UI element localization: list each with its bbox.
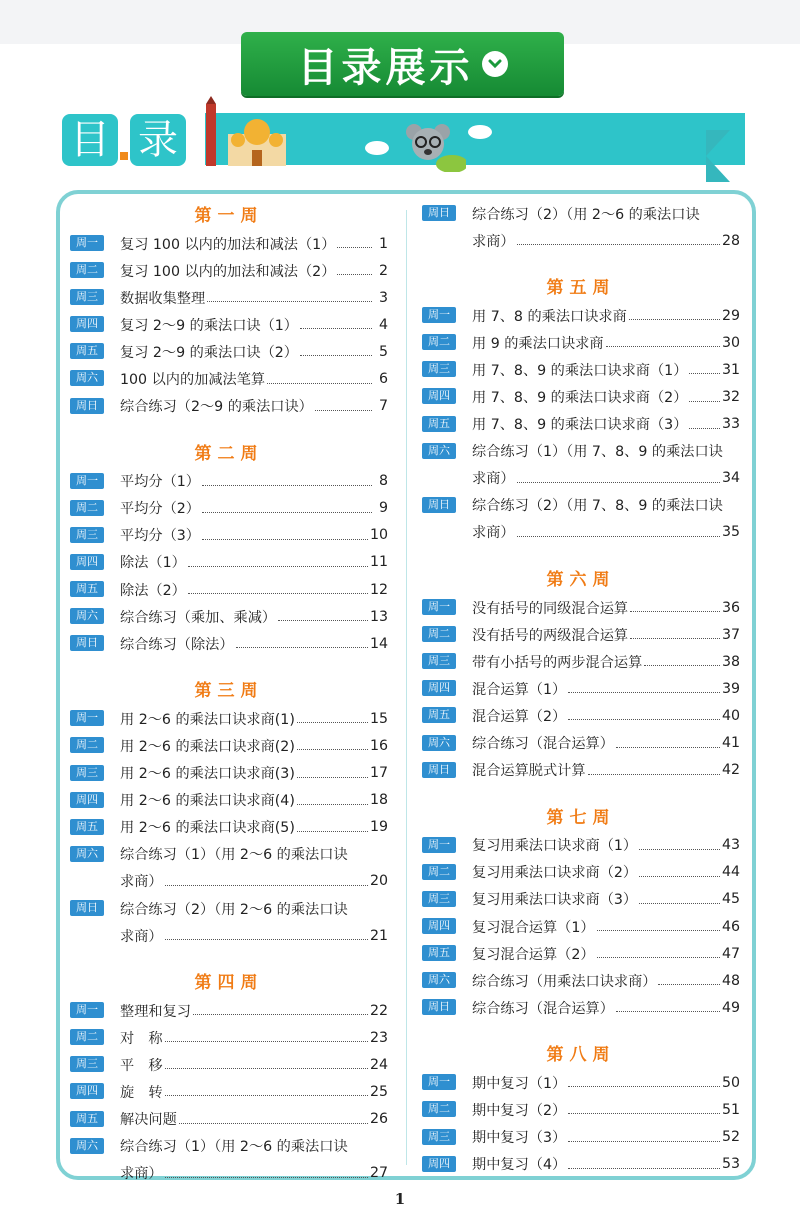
page-ref: 42 (721, 762, 740, 779)
entry-title: 复习混合运算（1） (472, 919, 595, 936)
page-ref: 31 (721, 361, 740, 378)
day-badge: 周一 (70, 1002, 104, 1018)
dot-leader (588, 774, 720, 775)
entry-title: 综合练习（2）（用 2～6 的乘法口诀 (472, 206, 700, 223)
page-ref: 41 (721, 735, 740, 752)
column-divider (406, 210, 407, 1165)
toc-entry[interactable] (70, 522, 388, 549)
toc-entry[interactable] (70, 895, 388, 949)
day-badge: 周五 (70, 1111, 104, 1127)
day-badge: 周五 (70, 343, 104, 359)
page-ref: 30 (721, 334, 740, 351)
heading-char-2: 录 (130, 114, 186, 166)
entry-title: 复习用乘法口诀求商（2） (472, 865, 638, 882)
entry-title: 平均分（2） (120, 501, 200, 518)
page-ref: 13 (369, 608, 388, 625)
page-ref: 46 (721, 918, 740, 935)
day-badge: 周三 (422, 361, 456, 377)
page-ref: 2 (378, 262, 388, 279)
week-heading: 第二周 (194, 443, 264, 464)
dot-leader (202, 512, 372, 513)
dot-leader (236, 647, 368, 648)
page-ref: 19 (369, 819, 388, 836)
entry-title: 用 7、8 的乘法口诀求商 (472, 308, 627, 325)
day-badge: 周一 (422, 1074, 456, 1090)
dot-leader (597, 930, 720, 931)
dot-leader (165, 885, 368, 886)
entry-title: 期中复习（3） (472, 1130, 567, 1147)
page-ref: 3 (378, 289, 388, 306)
entry-title: 整理和复习 (120, 1003, 191, 1020)
day-badge: 周六 (70, 608, 104, 624)
entry-title: 用 7、8、9 的乘法口诀求商（3） (472, 417, 688, 434)
entry-title: 综合练习（1）（用 7、8、9 的乘法口诀 (472, 444, 723, 461)
page-ref: 20 (369, 873, 388, 890)
week-heading: 第六周 (546, 570, 616, 591)
dot-leader (315, 410, 372, 411)
page-ref: 51 (721, 1101, 740, 1118)
day-badge: 周二 (422, 626, 456, 642)
page-number: 1 (394, 1190, 406, 1208)
cloud-icon (465, 120, 495, 140)
toc-entry[interactable] (70, 495, 388, 522)
dot-leader (202, 485, 372, 486)
entry-title: 没有括号的同级混合运算 (472, 600, 629, 617)
dot-leader (300, 355, 372, 356)
dot-leader (630, 611, 720, 612)
entry-title: 用 2～6 的乘法口诀求商(5) (120, 820, 295, 837)
week-heading: 第七周 (546, 807, 616, 828)
entry-title: 用 7、8、9 的乘法口诀求商（2） (472, 390, 688, 407)
week-heading: 第八周 (546, 1045, 616, 1066)
page-ref: 26 (369, 1111, 388, 1128)
day-badge: 周一 (422, 307, 456, 323)
week-heading: 第五周 (546, 278, 616, 299)
toc-entry[interactable] (70, 841, 388, 895)
day-badge: 周五 (422, 416, 456, 432)
dot-leader (639, 876, 720, 877)
toc-entry[interactable] (422, 383, 740, 410)
entry-title: 综合练习（用乘法口诀求商） (472, 973, 657, 990)
toc-entry[interactable] (422, 1151, 740, 1178)
entry-title: 平均分（3） (120, 528, 200, 545)
toc-entry[interactable] (70, 549, 388, 576)
toc-entry[interactable] (422, 886, 740, 913)
day-badge: 周日 (422, 999, 456, 1015)
toc-entry[interactable] (422, 1124, 740, 1151)
day-badge: 周五 (422, 707, 456, 723)
day-badge: 周四 (422, 918, 456, 934)
day-badge: 周二 (70, 262, 104, 278)
page-ref: 43 (721, 837, 740, 854)
dot-leader (689, 401, 720, 402)
toc-entry[interactable] (422, 967, 740, 994)
toc-entry[interactable] (70, 1106, 388, 1133)
entry-title: 综合练习（除法） (120, 636, 234, 653)
dot-leader (202, 539, 368, 540)
dot-leader (639, 903, 720, 904)
dot-leader (597, 957, 720, 958)
day-badge: 周二 (422, 1101, 456, 1117)
dot-leader (629, 319, 720, 320)
day-badge: 周三 (422, 1129, 456, 1145)
toc-entry[interactable] (422, 594, 740, 621)
day-badge: 周日 (70, 635, 104, 651)
dot-leader (517, 244, 720, 245)
day-badge: 周二 (422, 334, 456, 350)
entry-title: 综合练习（乘加、乘减） (120, 609, 277, 626)
dot-leader (300, 328, 372, 329)
page-ref: 24 (369, 1056, 388, 1073)
dot-leader (568, 1168, 720, 1169)
day-badge: 周四 (422, 680, 456, 696)
toc-entry[interactable] (422, 621, 740, 648)
dot-leader (297, 722, 368, 723)
toc-entry[interactable] (70, 1133, 388, 1187)
toc-entry[interactable] (70, 365, 388, 392)
entry-title: 求商） (472, 233, 515, 250)
day-badge: 周六 (70, 846, 104, 862)
entry-title: 用 2～6 的乘法口诀求商(2) (120, 738, 295, 755)
dot-leader (188, 593, 368, 594)
heading-dot (120, 152, 128, 160)
dot-leader (297, 777, 368, 778)
day-badge: 周四 (422, 388, 456, 404)
toc-entry[interactable] (422, 1069, 740, 1096)
toc-entry[interactable] (70, 311, 388, 338)
day-badge: 周四 (70, 792, 104, 808)
dot-leader (337, 247, 372, 248)
day-badge: 周三 (70, 289, 104, 305)
day-badge: 周三 (422, 891, 456, 907)
toc-entry[interactable] (422, 329, 740, 356)
page-ref: 8 (378, 473, 388, 490)
entry-title: 求商） (472, 525, 515, 542)
toc-entry[interactable] (422, 702, 740, 729)
day-badge: 周六 (422, 735, 456, 751)
dot-leader (568, 1141, 720, 1142)
page-ref: 50 (721, 1074, 740, 1091)
page-ref: 49 (721, 999, 740, 1016)
day-badge: 周三 (70, 527, 104, 543)
day-badge: 周一 (70, 473, 104, 489)
toc-entry[interactable] (422, 356, 740, 383)
page-ref: 14 (369, 635, 388, 652)
day-badge: 周日 (422, 205, 456, 221)
dot-leader (297, 804, 368, 805)
page-ref: 32 (721, 389, 740, 406)
page-ref: 48 (721, 972, 740, 989)
entry-title: 复习用乘法口诀求商（1） (472, 838, 638, 855)
toc-entry[interactable] (422, 648, 740, 675)
page-ref: 37 (721, 626, 740, 643)
page-ref: 9 (378, 500, 388, 517)
toc-entry[interactable] (422, 940, 740, 967)
page-ref: 35 (721, 524, 740, 541)
page-ref: 25 (369, 1083, 388, 1100)
day-badge: 周六 (422, 972, 456, 988)
toc-entry[interactable] (422, 492, 740, 546)
toc-entry[interactable] (70, 1024, 388, 1051)
page-ref: 7 (378, 398, 388, 415)
dot-leader (658, 984, 719, 985)
page-ref: 12 (369, 581, 388, 598)
toc-entry[interactable] (70, 603, 388, 630)
entry-title: 求商） (120, 1166, 163, 1183)
day-badge: 周二 (422, 864, 456, 880)
page-ref: 53 (721, 1156, 740, 1173)
entry-title: 除法（2） (120, 582, 186, 599)
entry-title: 期中复习（2） (472, 1102, 567, 1119)
toc-entry[interactable] (422, 675, 740, 702)
toc-entry[interactable] (422, 757, 740, 784)
entry-title: 复习 2～9 的乘法口诀（2） (120, 344, 298, 361)
entry-title: 综合练习（2）（用 7、8、9 的乘法口诀 (472, 498, 723, 515)
dot-leader (517, 536, 720, 537)
dot-leader (568, 719, 720, 720)
page-ref: 18 (369, 792, 388, 809)
toc-entry[interactable] (422, 832, 740, 859)
dot-leader (689, 373, 720, 374)
entry-title: 混合运算（1） (472, 681, 567, 698)
day-badge: 周日 (70, 398, 104, 414)
entry-title: 混合运算（2） (472, 708, 567, 725)
toc-entry[interactable] (70, 1078, 388, 1105)
dot-leader (639, 849, 720, 850)
page-ref: 45 (721, 891, 740, 908)
week-heading: 第三周 (194, 681, 264, 702)
page-ref: 10 (369, 527, 388, 544)
heading-char-1: 目 (62, 114, 118, 166)
day-badge: 周三 (70, 1056, 104, 1072)
day-badge: 周日 (70, 900, 104, 916)
day-badge: 周日 (422, 497, 456, 513)
toc-entry[interactable] (70, 284, 388, 311)
page-ref: 40 (721, 707, 740, 724)
castle-illustration (200, 96, 290, 168)
page-ref: 34 (721, 470, 740, 487)
toc-entry[interactable] (422, 859, 740, 886)
toc-entry[interactable] (70, 1051, 388, 1078)
entry-title: 求商） (120, 874, 163, 891)
entry-title: 平 移 (120, 1057, 163, 1074)
banner-title: 目录展示 (297, 44, 474, 91)
entry-title: 数据收集整理 (120, 290, 206, 307)
toc-entry[interactable] (70, 230, 388, 257)
page-ref: 36 (721, 599, 740, 616)
entry-title: 综合练习（混合运算） (472, 736, 614, 753)
entry-title: 求商） (120, 928, 163, 945)
dot-leader (207, 301, 372, 302)
entry-title: 解决问题 (120, 1112, 177, 1129)
page-ref: 27 (369, 1165, 388, 1182)
dot-leader (568, 692, 720, 693)
day-badge: 周三 (422, 653, 456, 669)
toc-entry[interactable] (70, 630, 388, 657)
page-ref: 23 (369, 1029, 388, 1046)
ribbon-tail (706, 130, 730, 182)
page-ref: 4 (378, 316, 388, 333)
day-badge: 周四 (70, 1083, 104, 1099)
dot-leader (278, 620, 368, 621)
entry-title: 综合练习（1）（用 2～6 的乘法口诀 (120, 1139, 348, 1156)
entry-title: 复习 2～9 的乘法口诀（1） (120, 317, 298, 334)
entry-title: 对 称 (120, 1030, 163, 1047)
entry-title: 复习混合运算（2） (472, 946, 595, 963)
dot-leader (517, 482, 720, 483)
dot-leader (337, 274, 372, 275)
page-ref: 29 (721, 307, 740, 324)
day-badge: 周一 (70, 710, 104, 726)
toc-entry[interactable] (70, 814, 388, 841)
page-ref: 33 (721, 416, 740, 433)
page-ref: 38 (721, 653, 740, 670)
day-badge: 周四 (70, 316, 104, 332)
page-ref: 22 (369, 1002, 388, 1019)
entry-title: 用 2～6 的乘法口诀求商(3) (120, 766, 295, 783)
cloud-icon (362, 136, 392, 156)
day-badge: 周一 (70, 235, 104, 251)
entry-title: 用 2～6 的乘法口诀求商(4) (120, 793, 295, 810)
entry-title: 综合练习（混合运算） (472, 1000, 614, 1017)
entry-title: 没有括号的两级混合运算 (472, 627, 629, 644)
page-ref: 6 (378, 371, 388, 388)
toc-entry[interactable] (70, 338, 388, 365)
dot-leader (165, 1177, 368, 1178)
entry-title: 期中复习（1） (472, 1075, 567, 1092)
dot-leader (606, 346, 720, 347)
toc-entry[interactable] (422, 730, 740, 757)
day-badge: 周六 (70, 1138, 104, 1154)
entry-title: 综合练习（1）（用 2～6 的乘法口诀 (120, 847, 348, 864)
toc-entry[interactable] (70, 705, 388, 732)
day-badge: 周四 (70, 554, 104, 570)
page-ref: 11 (369, 554, 388, 571)
day-badge: 周六 (70, 370, 104, 386)
entry-title: 期中复习（4） (472, 1157, 567, 1174)
left-column (70, 200, 388, 1187)
week-heading: 第一周 (194, 206, 264, 226)
koala-mascot-icon (404, 122, 466, 172)
page-ref: 15 (369, 710, 388, 727)
entry-title: 复习 100 以内的加法和减法（1） (120, 236, 336, 253)
page-ref: 16 (369, 737, 388, 754)
toc-entry[interactable] (422, 200, 740, 254)
day-badge: 周五 (422, 945, 456, 961)
toc-entry[interactable] (70, 576, 388, 603)
toc-entry[interactable] (422, 913, 740, 940)
dot-leader (297, 749, 368, 750)
toc-entry[interactable] (70, 393, 388, 420)
page-ref: 5 (378, 343, 388, 360)
entry-title: 用 9 的乘法口诀求商 (472, 335, 604, 352)
dot-leader (644, 665, 720, 666)
toc-entry[interactable] (422, 411, 740, 438)
entry-title: 混合运算脱式计算 (472, 763, 586, 780)
entry-title: 用 7、8、9 的乘法口诀求商（1） (472, 362, 688, 379)
toc-entry[interactable] (422, 438, 740, 492)
day-badge: 周日 (422, 762, 456, 778)
dot-leader (616, 1011, 720, 1012)
page-ref: 44 (721, 864, 740, 881)
entry-title: 平均分（1） (120, 474, 200, 491)
day-badge: 周一 (422, 837, 456, 853)
page-ref: 21 (369, 927, 388, 944)
page-ref: 28 (721, 232, 740, 249)
dot-leader (165, 1041, 368, 1042)
toc-entry[interactable] (70, 257, 388, 284)
page-ref: 52 (721, 1129, 740, 1146)
entry-title: 复习用乘法口诀求商（3） (472, 892, 638, 909)
toc-entry[interactable] (422, 302, 740, 329)
page-ref: 17 (369, 765, 388, 782)
entry-title: 综合练习（2）（用 2～6 的乘法口诀 (120, 901, 348, 918)
dot-leader (188, 566, 368, 567)
entry-title: 综合练习（2～9 的乘法口诀） (120, 399, 313, 416)
day-badge: 周二 (70, 500, 104, 516)
week-heading: 第四周 (194, 973, 264, 994)
toc-entry[interactable] (422, 1096, 740, 1123)
dot-leader (616, 747, 720, 748)
right-column (422, 200, 740, 1178)
title-banner (241, 32, 564, 96)
dot-leader (568, 1113, 720, 1114)
page-ref: 1 (378, 235, 388, 252)
entry-title: 除法（1） (120, 555, 186, 572)
toc-entry[interactable] (70, 787, 388, 814)
dot-leader (179, 1123, 368, 1124)
day-badge: 周五 (70, 581, 104, 597)
chevron-down-icon[interactable] (482, 51, 508, 77)
day-badge: 周二 (70, 737, 104, 753)
day-badge: 周二 (70, 1029, 104, 1045)
dot-leader (630, 638, 720, 639)
dot-leader (568, 1086, 720, 1087)
dot-leader (689, 428, 720, 429)
toc-entry[interactable] (422, 994, 740, 1021)
dot-leader (165, 1068, 368, 1069)
toc-entry[interactable] (70, 760, 388, 787)
dot-leader (165, 1095, 368, 1096)
entry-title: 求商） (472, 471, 515, 488)
toc-entry[interactable] (70, 732, 388, 759)
dot-leader (165, 939, 368, 940)
entry-title: 复习 100 以内的加法和减法（2） (120, 263, 336, 280)
day-badge: 周一 (422, 599, 456, 615)
day-badge: 周五 (70, 819, 104, 835)
entry-title: 100 以内的加减法笔算 (120, 372, 266, 389)
toc-entry[interactable] (70, 997, 388, 1024)
entry-title: 用 2～6 的乘法口诀求商(1) (120, 711, 295, 728)
dot-leader (297, 831, 368, 832)
entry-title: 带有小括号的两步混合运算 (472, 654, 643, 671)
day-badge: 周六 (422, 443, 456, 459)
page-ref: 47 (721, 945, 740, 962)
entry-title: 旋 转 (120, 1084, 163, 1101)
day-badge: 周四 (422, 1156, 456, 1172)
toc-entry[interactable] (70, 468, 388, 495)
page-ref: 39 (721, 680, 740, 697)
day-badge: 周三 (70, 765, 104, 781)
dot-leader (193, 1014, 368, 1015)
dot-leader (267, 383, 372, 384)
